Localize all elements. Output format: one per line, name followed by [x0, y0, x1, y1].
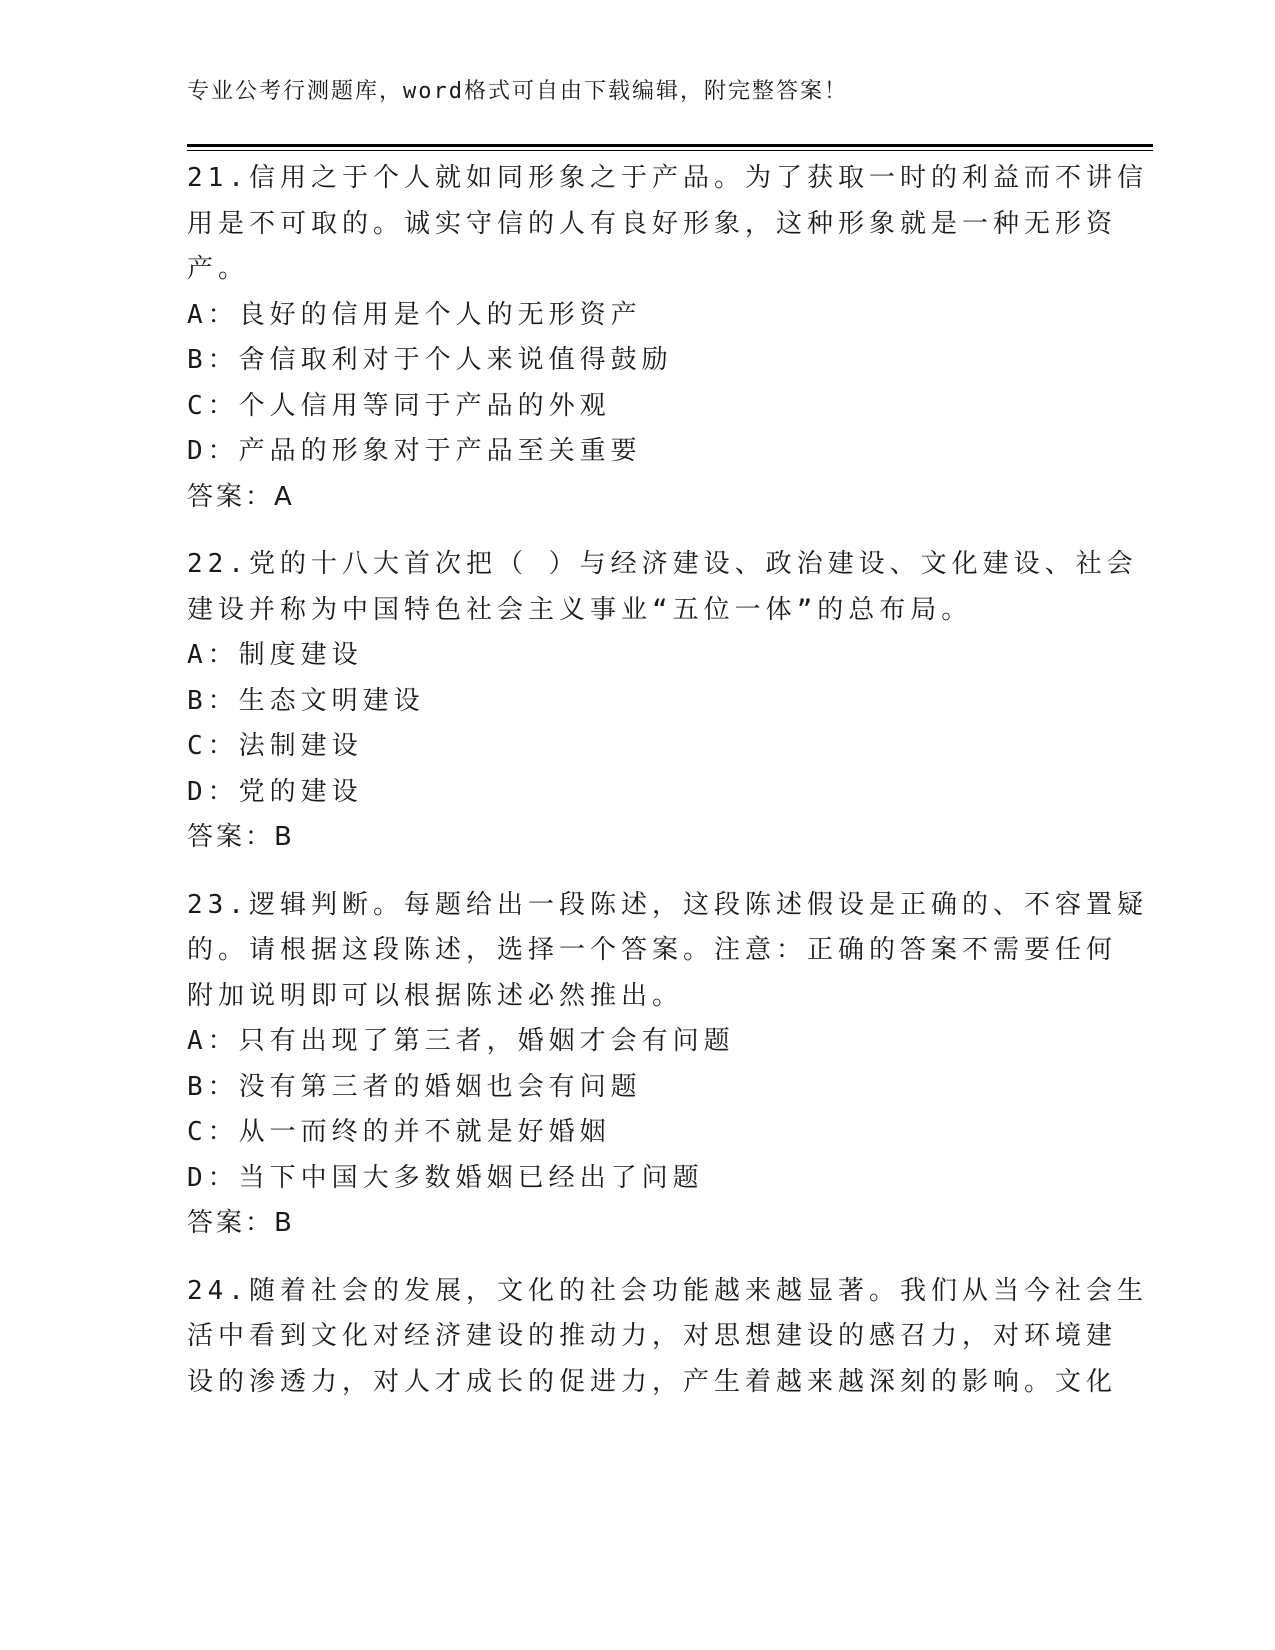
option-c: C：个人信用等同于产品的外观 [187, 390, 611, 421]
question-22 [187, 542, 1138, 861]
option-c: C：法制建设 [187, 731, 363, 761]
question-21 [187, 156, 1148, 520]
option-b: B：生态文明建设 [187, 685, 425, 716]
question-stem-line: 设的渗透力，对人才成长的促进力，产生着越来越深刻的影响。文化 [187, 1366, 1118, 1397]
question-stem-line: 23.逻辑判断。每题给出一段陈述，这段陈述假设是正确的、不容置疑 [187, 889, 1148, 920]
question-stem-line: 的。请根据这段陈述，选择一个答案。注意：正确的答案不需要任何 [187, 935, 1118, 965]
question-stem-line: 活中看到文化对经济建设的推动力，对思想建设的感召力，对环境建 [187, 1321, 1118, 1351]
question-stem-line: 附加说明即可以根据陈述必然推出。 [187, 980, 684, 1011]
option-a: A：制度建设 [187, 640, 363, 670]
question-stem-line: 用是不可取的。诚实守信的人有良好形象，这种形象就是一种无形资 [187, 208, 1118, 239]
question-23 [187, 883, 1148, 1247]
option-c: C：从一而终的并不就是好婚姻 [187, 1117, 611, 1147]
option-d: D：产品的形象对于产品至关重要 [187, 436, 642, 466]
question-24 [187, 1269, 1148, 1406]
option-b: B：没有第三者的婚姻也会有问题 [187, 1071, 642, 1102]
header-rule-thick [187, 144, 1153, 147]
question-stem-line: 21.信用之于个人就如同形象之于产品。为了获取一时的利益而不讲信 [187, 163, 1148, 193]
option-d: D：党的建设 [187, 776, 363, 807]
answer-line: 答案：A [187, 481, 295, 512]
question-stem-line: 24.随着社会的发展，文化的社会功能越来越显著。我们从当今社会生 [187, 1275, 1148, 1306]
question-list [187, 156, 1148, 1427]
question-stem-line: 建设并称为中国特色社会主义事业“五位一体”的总布局。 [187, 594, 973, 625]
option-d: D：当下中国大多数婚姻已经出了问题 [187, 1162, 704, 1193]
option-b: B：舍信取利对于个人来说值得鼓励 [187, 345, 673, 375]
option-a: A：只有出现了第三者，婚姻才会有问题 [187, 1026, 735, 1056]
answer-line: 答案：B [187, 1208, 295, 1238]
page-header: 专业公考行测题库，word格式可自由下载编辑，附完整答案！ [187, 79, 848, 104]
header-rule-thin [187, 150, 1153, 151]
question-stem-line: 22.党的十八大首次把（ ）与经济建设、政治建设、文化建设、社会 [187, 549, 1138, 579]
option-a: A：良好的信用是个人的无形资产 [187, 299, 642, 330]
answer-line: 答案：B [187, 822, 295, 852]
question-stem-line: 产。 [187, 254, 250, 284]
